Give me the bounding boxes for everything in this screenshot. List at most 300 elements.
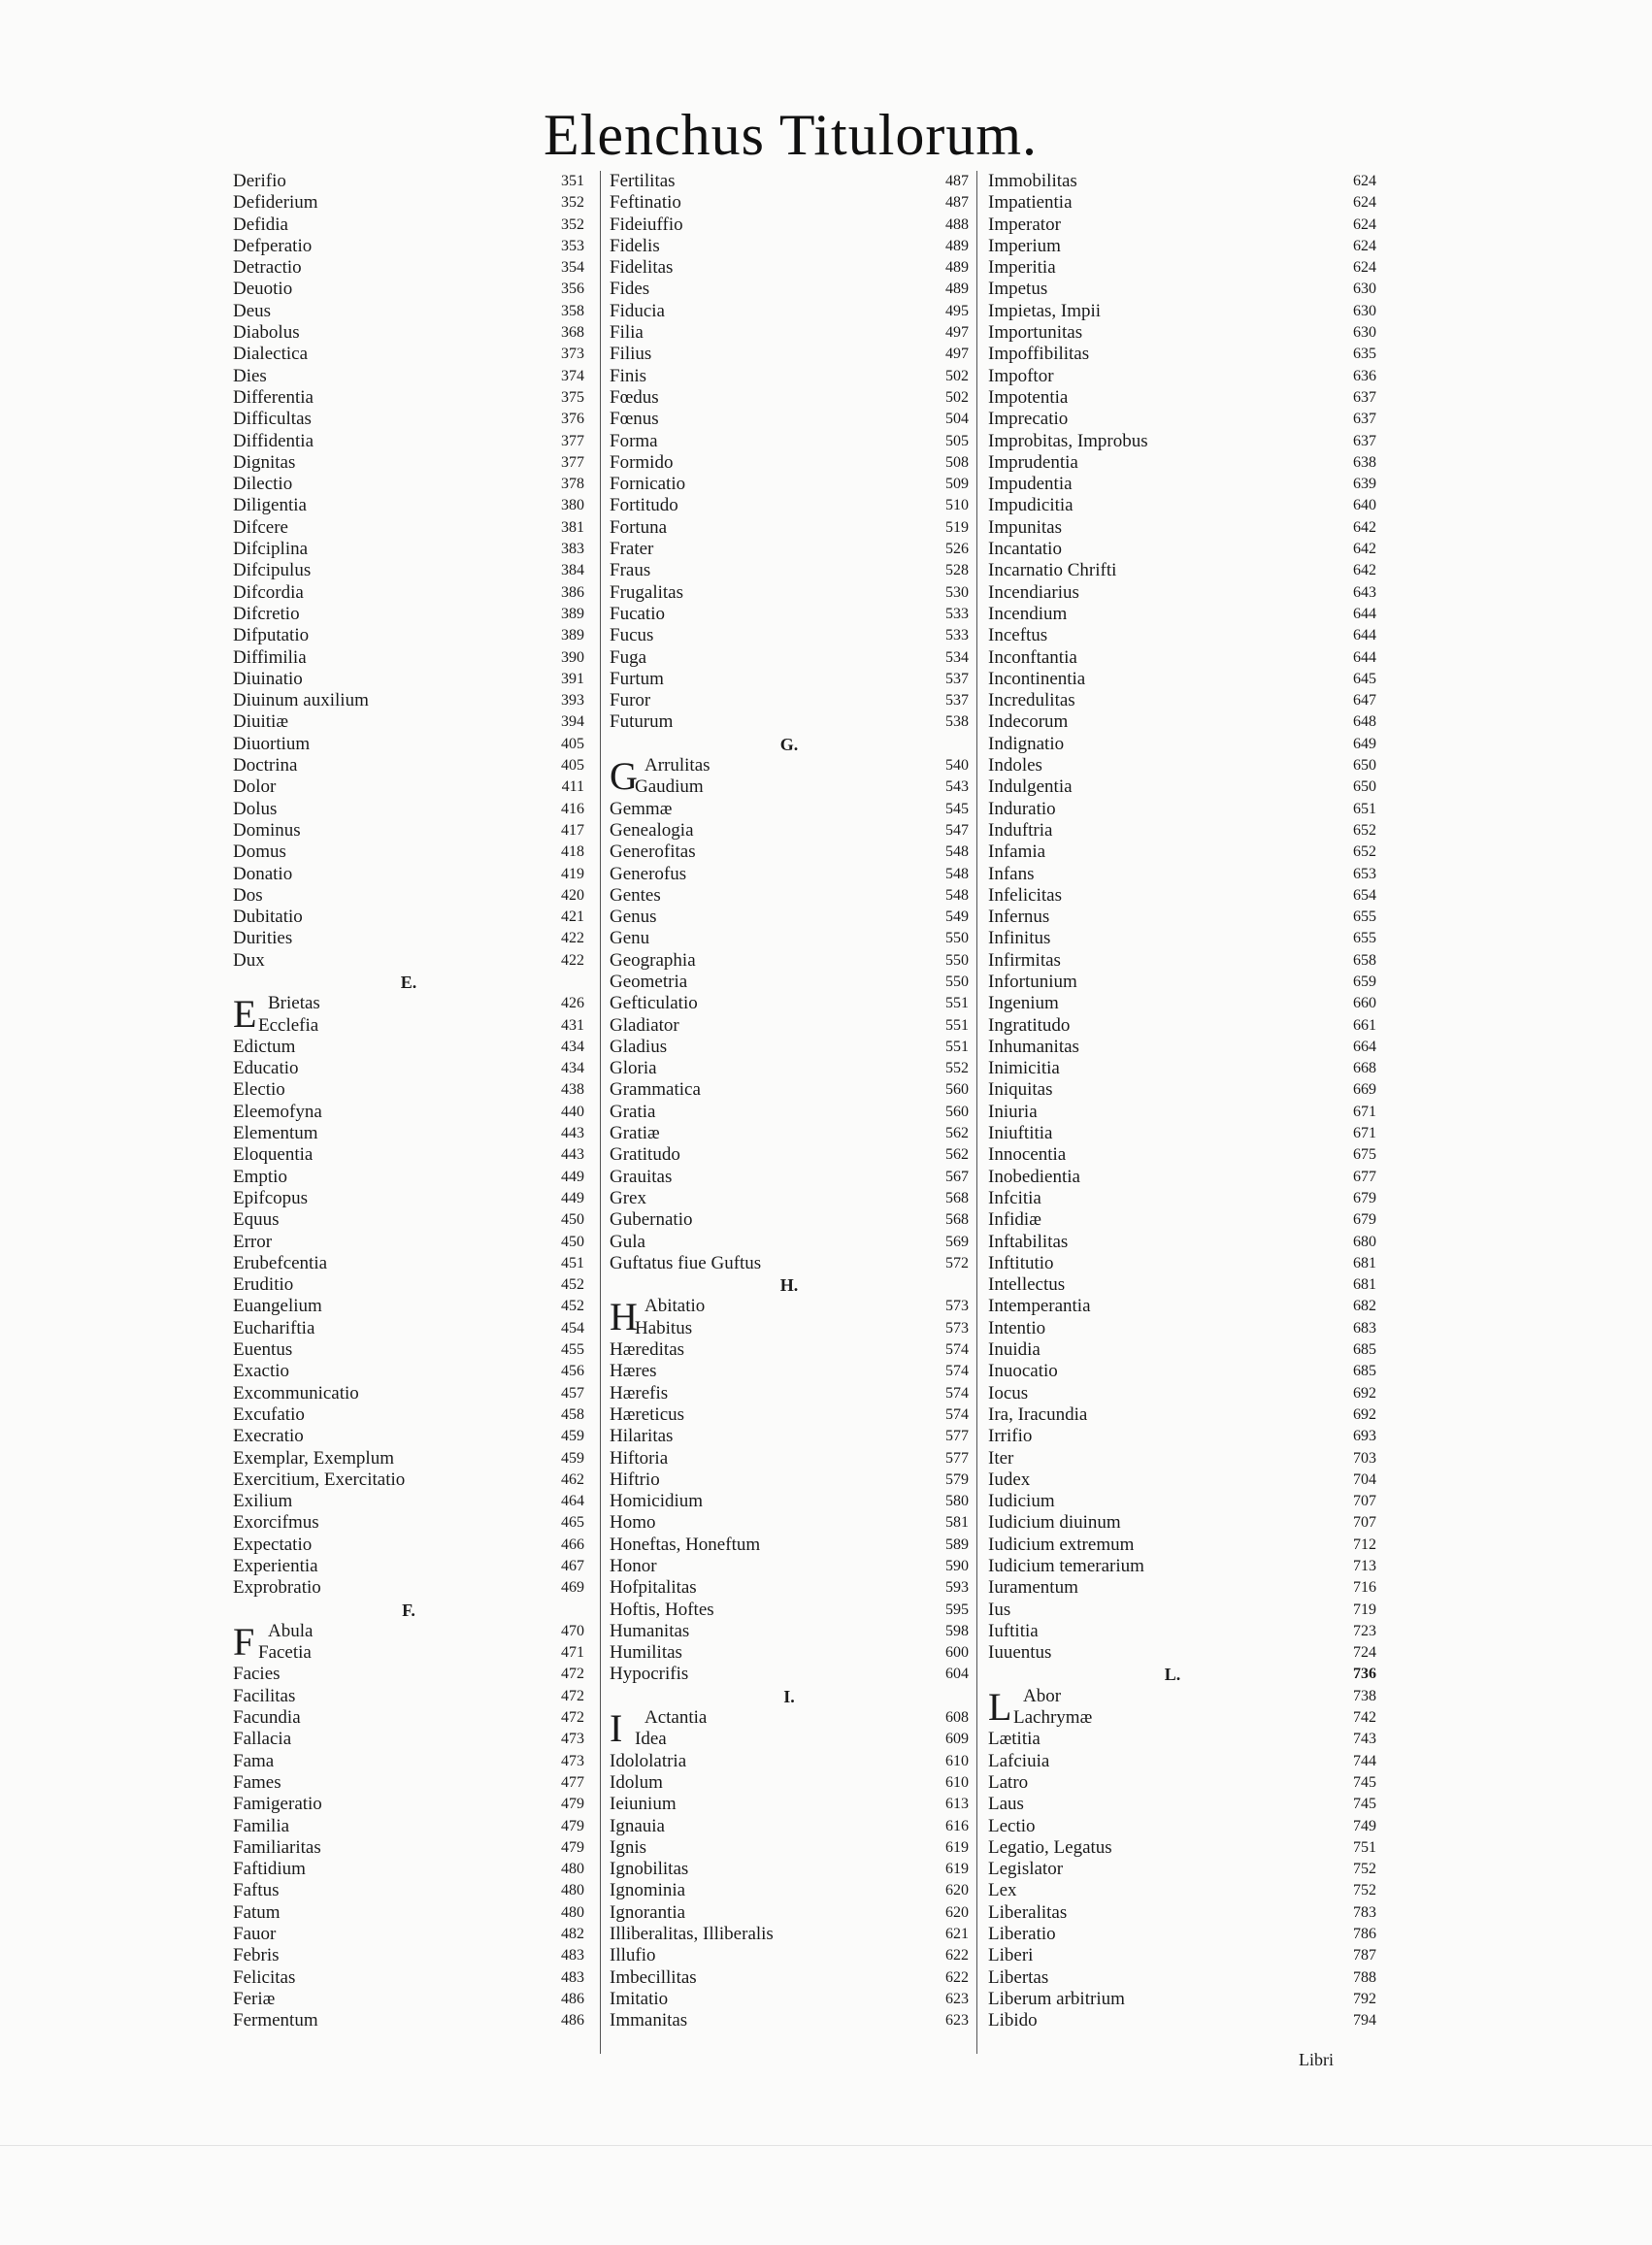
index-entry (610, 1209, 969, 1231)
index-entry (610, 625, 969, 646)
index-entry (233, 1037, 584, 1058)
entry-title: Grammatica (610, 1079, 701, 1101)
index-entry (988, 863, 1376, 885)
index-entry (233, 1902, 584, 1924)
page-number: 622 (945, 1947, 969, 1964)
entry-title: Exemplar, Exemplum (233, 1447, 394, 1469)
page-number: 654 (1353, 886, 1376, 904)
index-entry (610, 560, 969, 581)
page-number: 550 (945, 951, 969, 969)
index-entry (610, 1967, 969, 1989)
page-number: 680 (1353, 1233, 1376, 1250)
page-number: 620 (945, 1882, 969, 1899)
entry-title: Gentes (610, 884, 661, 906)
index-entry (233, 1491, 584, 1512)
entry-title: Derifio (233, 171, 286, 191)
entry-title: Diabolus (233, 322, 300, 344)
page-number: 389 (561, 627, 584, 644)
index-entry (233, 907, 584, 928)
index-entry (233, 1058, 584, 1079)
index-entry (233, 1102, 584, 1123)
entry-title: Imprudentia (988, 451, 1078, 473)
page-number: 473 (561, 1731, 584, 1748)
entry-title: Fœnus (610, 409, 659, 430)
entry-title: Difcordia (233, 581, 304, 603)
page-number: 381 (561, 518, 584, 536)
entry-title: Forma (610, 430, 658, 451)
entry-title: Idololatria (610, 1750, 687, 1771)
index-entry (988, 819, 1376, 842)
initial-capital: L (988, 1684, 1012, 1729)
entry-title: Excommunicatio (233, 1382, 359, 1403)
page-number: 538 (945, 713, 969, 731)
index-entry (610, 409, 969, 430)
index-entry (610, 1232, 969, 1253)
index-entry (610, 1253, 969, 1274)
index-entry (233, 669, 584, 690)
entry-title: Gloria (610, 1058, 657, 1079)
page-number: 533 (945, 627, 969, 644)
index-entry (988, 430, 1376, 452)
index-entry (610, 690, 969, 711)
entry-title: Indulgentia (988, 776, 1073, 798)
entry-title: Fortitudo (610, 495, 678, 516)
entry-title: Fallacia (233, 1729, 292, 1750)
page-number: 386 (561, 583, 584, 601)
entry-title: Febris (233, 1945, 280, 1966)
page-number: 376 (561, 411, 584, 428)
entry-title: Improbitas, Improbus (988, 430, 1148, 451)
page-number: 391 (561, 670, 584, 687)
entry-title: Impetus (988, 279, 1048, 300)
index-entry (988, 603, 1376, 625)
page-number: 685 (1353, 1341, 1376, 1359)
index-entry (988, 1750, 1376, 1772)
index-entry (610, 669, 969, 690)
index-entry (610, 1512, 969, 1534)
page-number: 598 (945, 1622, 969, 1639)
entry-title: Libertas (988, 1966, 1049, 1988)
index-entry (988, 1707, 1376, 1729)
index-entry (233, 171, 584, 192)
page-number: 580 (945, 1493, 969, 1510)
index-entry (610, 1318, 969, 1339)
index-entry (233, 1707, 584, 1729)
entry-title: Differentia (233, 386, 314, 408)
page-number: 374 (561, 367, 584, 384)
page-number: 650 (1353, 778, 1376, 796)
index-entry (610, 799, 969, 820)
index-entry (988, 1836, 1376, 1859)
index-entry (610, 236, 969, 257)
entry-title: Frater (610, 539, 654, 560)
entry-title: Gefticulatio (610, 993, 698, 1014)
page-number: 658 (1353, 951, 1376, 969)
index-entry (988, 949, 1376, 972)
entry-title: Fornicatio (610, 474, 686, 495)
index-entry (610, 1664, 969, 1685)
entry-title: Generofitas (610, 842, 696, 863)
page-number: 465 (561, 1514, 584, 1532)
page-number: 620 (945, 1903, 969, 1921)
entry-title: Infinitus (988, 928, 1051, 949)
index-entry (233, 1296, 584, 1317)
index-entry (233, 257, 584, 279)
page-number: 624 (1353, 173, 1376, 189)
page-number: 679 (1353, 1189, 1376, 1206)
index-entry (610, 950, 969, 972)
page-number: 417 (561, 821, 584, 839)
entry-title: Incendium (988, 603, 1068, 624)
page-number: 552 (945, 1060, 969, 1077)
entry-title: Filius (610, 344, 652, 365)
entry-title: Hofpitalitas (610, 1577, 697, 1599)
page-number: 683 (1353, 1319, 1376, 1337)
page-number: 384 (561, 562, 584, 579)
entry-title: Laus (988, 1794, 1024, 1815)
entry-title: Fidelitas (610, 257, 674, 279)
index-entry (610, 907, 969, 928)
entry-title: Hiftrio (610, 1469, 660, 1490)
entry-title: Ieiunium (610, 1794, 677, 1815)
page-number: 655 (1353, 908, 1376, 926)
entry-title: Dignitas (233, 451, 296, 473)
page-number: 664 (1353, 1038, 1376, 1055)
entry-title: Induratio (988, 798, 1056, 819)
entry-title: Arrulitas (644, 755, 710, 776)
initial-capital: I (610, 1706, 623, 1751)
entry-title: Fucus (610, 625, 654, 646)
entry-title: Inftitutio (988, 1252, 1054, 1273)
page-number: 487 (945, 173, 969, 189)
entry-title: Grex (610, 1187, 646, 1208)
page-number: 619 (945, 1861, 969, 1878)
page-number: 472 (561, 1687, 584, 1704)
entry-title: Legislator (988, 1859, 1064, 1880)
page-number: 489 (945, 281, 969, 298)
index-entry (988, 1534, 1376, 1556)
index-entry (988, 1771, 1376, 1794)
index-entry (610, 820, 969, 842)
page-number: 380 (561, 497, 584, 514)
index-entry (988, 1036, 1376, 1058)
page-number: 480 (561, 1903, 584, 1921)
page-number: 723 (1353, 1622, 1376, 1639)
page-number: 479 (561, 1796, 584, 1813)
page-number: 438 (561, 1081, 584, 1099)
index-entry (610, 1577, 969, 1599)
page-number: 788 (1353, 1968, 1376, 1986)
index-entry (610, 539, 969, 560)
entry-title: Gratia (610, 1101, 656, 1122)
index-entry (610, 1339, 969, 1361)
index-entry (233, 1967, 584, 1989)
index-entry (988, 344, 1376, 365)
entry-title: Iocus (988, 1382, 1029, 1403)
entry-title: Durities (233, 928, 293, 949)
index-entry (988, 235, 1376, 257)
page-number: 466 (561, 1535, 584, 1553)
page-number: 751 (1353, 1838, 1376, 1856)
page-number: 356 (561, 281, 584, 298)
entry-title: Illufio (610, 1945, 656, 1966)
entry-title: Imperator (988, 214, 1061, 235)
entry-title: Iudicium (988, 1491, 1055, 1512)
entry-title: Homo (610, 1512, 656, 1534)
entry-title: Geometria (610, 971, 688, 992)
entry-title: Facies (233, 1664, 281, 1685)
index-entry (610, 1751, 969, 1772)
entry-title: Genus (610, 907, 657, 928)
index-entry (988, 1599, 1376, 1621)
page-number: 719 (1353, 1601, 1376, 1618)
page-number: 560 (945, 1081, 969, 1099)
page-number: 635 (1353, 346, 1376, 363)
entry-title: Iuuentus (988, 1642, 1052, 1664)
index-entry (233, 1837, 584, 1859)
index-entry (988, 365, 1376, 387)
page-number: 685 (1353, 1363, 1376, 1380)
entry-title: Diuinatio (233, 668, 303, 689)
entry-title: Lætitia (988, 1729, 1041, 1750)
section-letter-row (233, 972, 584, 993)
entry-title: Iudicium diuinum (988, 1512, 1121, 1534)
page-number: 537 (945, 670, 969, 687)
index-entry (988, 516, 1376, 539)
page-number: 652 (1353, 821, 1376, 839)
index-entry (233, 1274, 584, 1296)
page-number: 568 (945, 1211, 969, 1229)
page-number: 353 (561, 237, 584, 254)
entry-title: Libido (988, 2010, 1038, 2031)
entry-title: Liberatio (988, 1924, 1056, 1945)
page-number: 794 (1353, 2012, 1376, 2030)
index-entry (988, 842, 1376, 863)
index-entry (233, 690, 584, 711)
index-entry (233, 711, 584, 733)
index-entry (610, 257, 969, 279)
page-number: 712 (1353, 1535, 1376, 1553)
index-entry (610, 517, 969, 539)
entry-title: Impudentia (988, 474, 1073, 495)
index-entry (233, 1924, 584, 1945)
page-number: 693 (1353, 1428, 1376, 1445)
page-number: 590 (945, 1558, 969, 1574)
entry-title: Impotentia (988, 386, 1069, 408)
index-entry (610, 1144, 969, 1166)
entry-title: Furtum (610, 668, 664, 689)
index-entry (610, 452, 969, 474)
entry-title: Inuocatio (988, 1361, 1058, 1382)
index-entry (988, 668, 1376, 690)
section-letter: E. (400, 972, 417, 992)
page-number: 377 (561, 432, 584, 449)
entry-title: Fiducia (610, 300, 665, 321)
page-number: 472 (561, 1666, 584, 1683)
page-number: 574 (945, 1384, 969, 1402)
index-entry (233, 625, 584, 646)
entry-title: Diuinum auxilium (233, 690, 369, 711)
index-entry (610, 864, 969, 885)
entry-title: Impoftor (988, 365, 1054, 386)
index-entry (233, 431, 584, 452)
entry-title: Familiaritas (233, 1836, 321, 1858)
page-number: 738 (1353, 1687, 1376, 1704)
entry-title: Dilectio (233, 474, 293, 495)
entry-title: Facilitas (233, 1685, 296, 1706)
entry-title: Gemmæ (610, 798, 673, 819)
index-entry (233, 1404, 584, 1426)
page-number: 533 (945, 605, 969, 622)
index-entry (233, 1167, 584, 1188)
index-entry (988, 1556, 1376, 1577)
index-entry (988, 711, 1376, 733)
index-entry (988, 1642, 1376, 1664)
page-number: 551 (945, 1038, 969, 1055)
entry-title: Honeftas, Honeftum (610, 1534, 761, 1555)
entry-title: Incantatio (988, 539, 1062, 560)
entry-title: Generofus (610, 863, 687, 884)
index-entry (233, 755, 584, 776)
entry-title: Geographia (610, 949, 696, 971)
entry-title: Intellectus (988, 1274, 1066, 1296)
page-number: 736 (1353, 1666, 1376, 1683)
page-number: 405 (561, 757, 584, 775)
index-entry (988, 884, 1376, 907)
entry-title: Hæreditas (610, 1339, 685, 1361)
page-number: 483 (561, 1947, 584, 1964)
entry-title: Iter (988, 1447, 1014, 1469)
page-number: 637 (1353, 388, 1376, 406)
page-number: 647 (1353, 692, 1376, 710)
index-entry (610, 279, 969, 300)
page-number: 394 (561, 713, 584, 731)
page-number: 651 (1353, 800, 1376, 817)
page-number: 786 (1353, 1926, 1376, 1943)
entry-title: Deuotio (233, 279, 293, 300)
index-entry (233, 1577, 584, 1599)
entry-title: Futurum (610, 711, 674, 733)
entry-title: Intemperantia (988, 1296, 1091, 1317)
entry-title: Impatientia (988, 192, 1073, 214)
page-number: 443 (561, 1125, 584, 1142)
index-entry (233, 1556, 584, 1577)
page-number: 752 (1353, 1861, 1376, 1878)
page-number: 743 (1353, 1731, 1376, 1748)
index-entry (988, 907, 1376, 928)
index-entry (610, 711, 969, 733)
page-number: 487 (945, 194, 969, 212)
entry-title: Dialectica (233, 344, 309, 365)
entry-title: Ingratitudo (988, 1014, 1071, 1036)
entry-title: Diuortium (233, 733, 311, 754)
page-number: 616 (945, 1817, 969, 1834)
index-entry (233, 215, 584, 236)
entry-title: Fides (610, 279, 650, 300)
index-entry (233, 279, 584, 300)
index-entry (988, 993, 1376, 1014)
index-entry (610, 1772, 969, 1794)
page-number: 377 (561, 453, 584, 471)
entry-title: Gratiæ (610, 1123, 660, 1144)
page-number: 573 (945, 1319, 969, 1337)
index-entry (988, 1403, 1376, 1426)
page-number: 643 (1353, 583, 1376, 601)
entry-title: Iniquitas (988, 1079, 1053, 1101)
entry-title: Emptio (233, 1166, 287, 1187)
page-number: 742 (1353, 1709, 1376, 1727)
entry-title: Dominus (233, 819, 301, 841)
entry-title: Feftinatio (610, 192, 681, 214)
page-number: 352 (561, 194, 584, 212)
index-entry (988, 1988, 1376, 2010)
page-number: 752 (1353, 1882, 1376, 1899)
page-number: 390 (561, 648, 584, 666)
page-number: 483 (561, 1968, 584, 1986)
entry-title: Immobilitas (988, 171, 1077, 191)
page-number: 411 (561, 778, 584, 796)
index-entry (988, 560, 1376, 581)
index-entry (233, 1426, 584, 1447)
entry-title: Feriæ (233, 1988, 276, 2009)
page-number: 551 (945, 995, 969, 1012)
entry-title: Abula (268, 1620, 314, 1641)
page-number: 549 (945, 908, 969, 926)
entry-title: Familia (233, 1815, 290, 1836)
section-letter: I. (783, 1686, 795, 1706)
page-number: 668 (1353, 1060, 1376, 1077)
entry-title: Eruditio (233, 1274, 294, 1296)
index-entry (988, 171, 1376, 192)
index-entry (988, 300, 1376, 322)
index-entry (988, 755, 1376, 776)
index-entry (610, 1015, 969, 1037)
entry-title: Inhumanitas (988, 1036, 1079, 1057)
entry-title: Edictum (233, 1036, 296, 1057)
index-entry (233, 192, 584, 214)
entry-title: Humanitas (610, 1620, 690, 1641)
entry-title: Imperium (988, 235, 1061, 256)
entry-title: Diuitiæ (233, 711, 289, 733)
index-entry (610, 1469, 969, 1491)
entry-title: Donatio (233, 863, 293, 884)
entry-title: Illiberalitas, Illiberalis (610, 1924, 774, 1945)
initial-capital: E (233, 992, 257, 1037)
index-entry (233, 495, 584, 516)
index-entry (610, 1859, 969, 1880)
index-entry (988, 625, 1376, 646)
page-number: 745 (1353, 1796, 1376, 1813)
index-entry (988, 646, 1376, 669)
index-entry (610, 993, 969, 1014)
page-number: 375 (561, 388, 584, 406)
index-entry (610, 1079, 969, 1101)
index-entry (233, 1123, 584, 1144)
entry-title: Defidia (233, 214, 288, 235)
entry-title: Exercitium, Exercitatio (233, 1469, 406, 1490)
entry-title: Gula (610, 1231, 645, 1252)
entry-title: Euchariftia (233, 1317, 315, 1338)
entry-title: Infelicitas (988, 884, 1062, 906)
entry-title: Iudicium extremum (988, 1534, 1135, 1555)
entry-title: Difcipulus (233, 560, 312, 581)
entry-title: Incendiarius (988, 581, 1079, 603)
index-entry (610, 344, 969, 365)
index-entry (610, 1989, 969, 2010)
index-entry (233, 1469, 584, 1491)
entry-title: Facundia (233, 1707, 301, 1729)
page-bottom-edge (0, 2145, 1652, 2175)
